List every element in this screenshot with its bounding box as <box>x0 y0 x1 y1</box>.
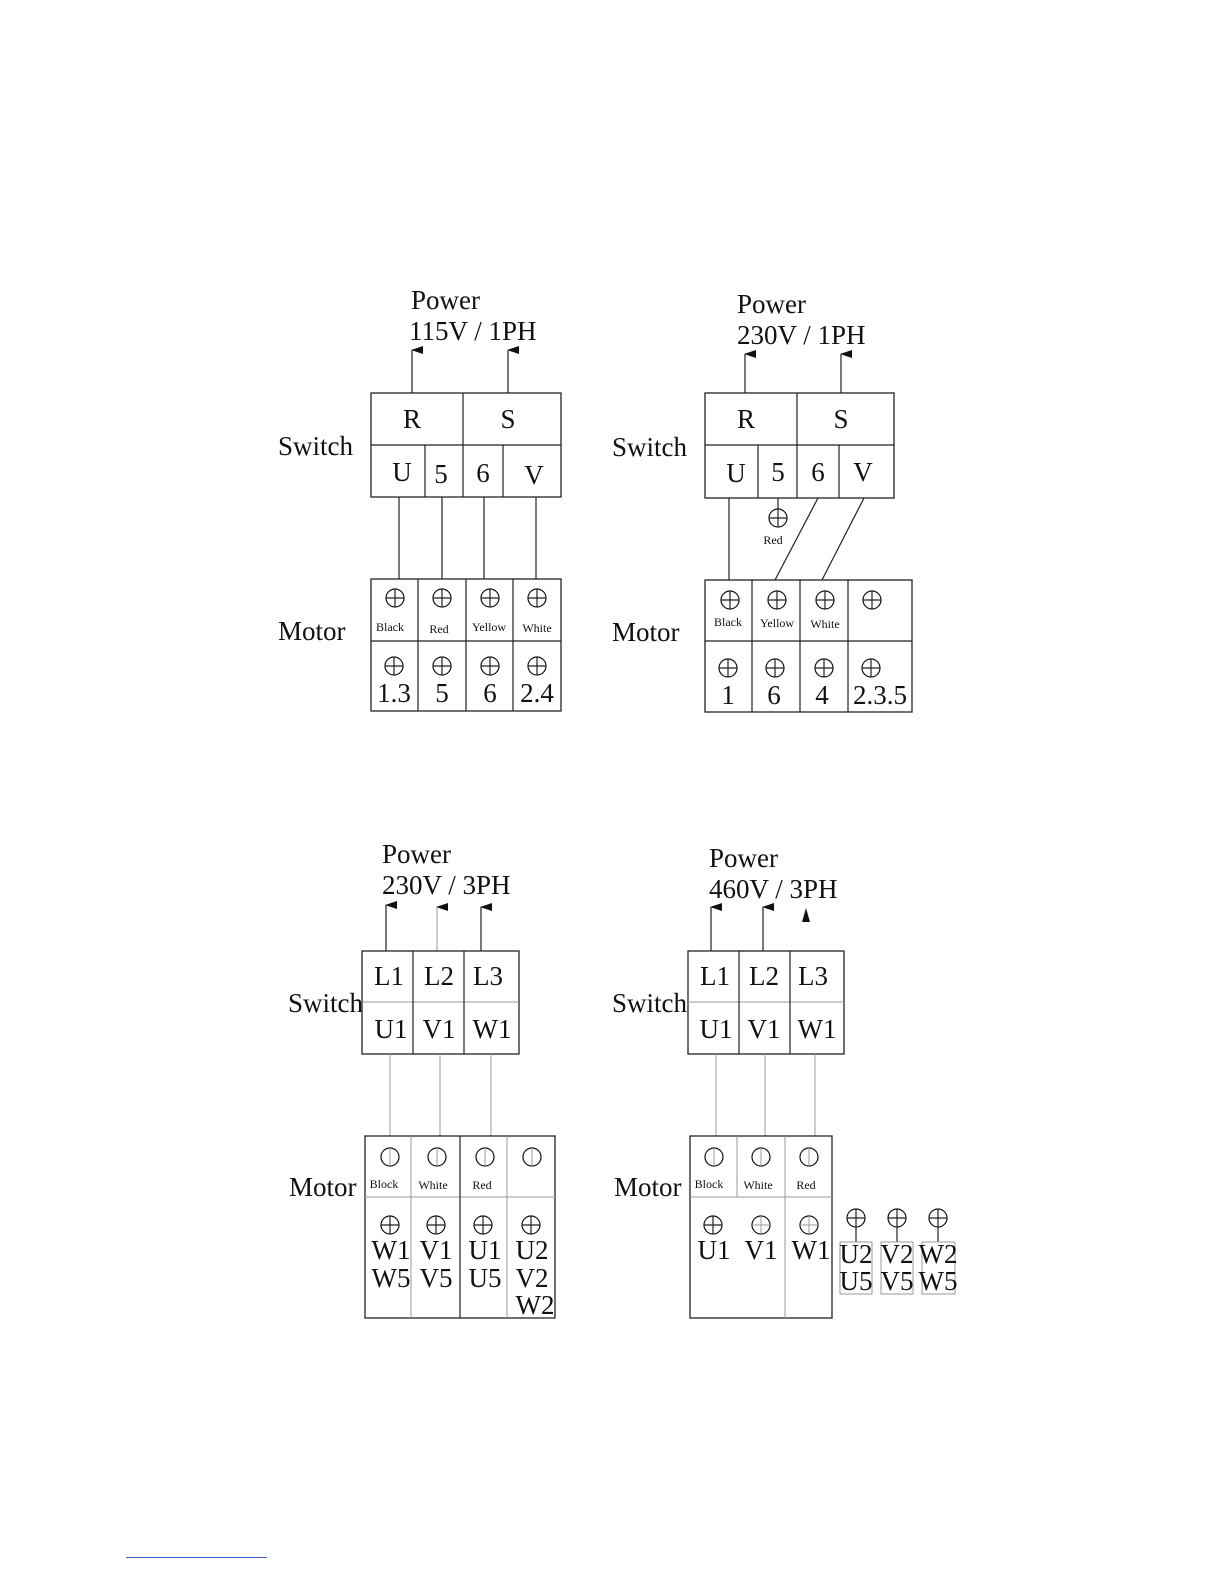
wire-color-label: Block <box>694 1177 724 1191</box>
motor-terminal-label: 2.3.5 <box>853 680 907 710</box>
terminal-screw-icon <box>816 591 834 609</box>
motor-terminal-label: U5 <box>468 1263 502 1293</box>
extra-wire-label: Red <box>763 533 783 547</box>
motor-terminal-label: 4 <box>815 680 829 710</box>
switch-terminal-u1: U1 <box>699 1014 733 1044</box>
terminal-screw-icon <box>888 1209 906 1227</box>
wire-color-label: Red <box>472 1178 492 1192</box>
power-label: Power <box>709 843 778 873</box>
wire-color-label: Black <box>714 615 742 629</box>
terminal-screw-icon <box>862 659 880 677</box>
terminal-screw-icon <box>427 1216 445 1234</box>
voltage-label: 115V / 1PH <box>409 316 537 346</box>
terminal-screw-icon <box>476 1148 494 1166</box>
terminal-screw-icon <box>481 589 499 607</box>
switch-terminal-l3: L3 <box>473 961 503 991</box>
wire-color-label: White <box>418 1178 448 1192</box>
switch-terminal-6: 6 <box>811 457 825 487</box>
switch-terminal-r: R <box>736 404 756 434</box>
motor-terminal-label: 5 <box>435 678 449 708</box>
motor-terminal-label: U2 <box>515 1235 549 1265</box>
switch-terminal-w1: W1 <box>472 1014 512 1044</box>
switch-label: Switch <box>612 988 688 1018</box>
extra-terminal-label: V2 <box>880 1239 914 1269</box>
terminal-screw-icon <box>705 1148 723 1166</box>
terminal-screw-icon <box>385 657 403 675</box>
terminal-screw-icon <box>800 1216 818 1234</box>
terminal-screw-icon <box>721 591 739 609</box>
diagram-115v-1ph <box>278 285 561 711</box>
extra-terminal-label: U5 <box>839 1266 873 1296</box>
terminal-screw-icon <box>381 1216 399 1234</box>
terminal-screw-icon <box>719 659 737 677</box>
switch-terminal-l2: L2 <box>749 961 779 991</box>
terminal-screw-icon <box>768 591 786 609</box>
motor-label: Motor <box>289 1172 357 1202</box>
terminal-screw-icon <box>847 1209 865 1227</box>
motor-label: Motor <box>278 616 346 646</box>
motor-terminal-label: 2.4 <box>520 678 554 708</box>
switch-terminal-r: R <box>402 404 422 434</box>
wire-color-label: White <box>522 621 552 635</box>
power-label: Power <box>382 839 451 869</box>
switch-terminal-5: 5 <box>771 457 785 487</box>
terminal-screw-icon <box>766 659 784 677</box>
wire-color-label: Yellow <box>471 620 507 634</box>
switch-terminal-u: U <box>726 458 746 488</box>
motor-terminal-label: W5 <box>371 1263 411 1293</box>
terminal-screw-icon <box>815 659 833 677</box>
terminal-screw-icon <box>752 1148 770 1166</box>
wire-color-label: Yellow <box>759 616 795 630</box>
terminal-screw-icon <box>386 589 404 607</box>
switch-terminal-v1: V1 <box>422 1014 456 1044</box>
switch-terminal-s: S <box>500 404 516 434</box>
motor-terminal-label: W1 <box>791 1235 831 1265</box>
motor-terminal-label: 6 <box>767 680 781 710</box>
motor-terminal-label: V5 <box>419 1263 453 1293</box>
wire-color-label: Block <box>369 1177 399 1191</box>
switch-label: Switch <box>278 431 354 461</box>
wire <box>822 498 864 580</box>
wire-color-label: Red <box>796 1178 816 1192</box>
extra-terminal-label: W2 <box>918 1239 958 1269</box>
switch-terminal-v: V <box>524 460 544 490</box>
terminal-screw-icon <box>381 1148 399 1166</box>
wire-color-label: White <box>810 617 840 631</box>
wire-color-label: Black <box>376 620 404 634</box>
motor-terminal-label: U1 <box>697 1235 731 1265</box>
switch-terminal-w1: W1 <box>797 1014 837 1044</box>
motor-label: Motor <box>614 1172 682 1202</box>
power-arrow-l3 <box>802 908 810 922</box>
switch-label: Switch <box>612 432 688 462</box>
motor-terminal-label: V2 <box>515 1263 549 1293</box>
terminal-screw-icon <box>528 589 546 607</box>
extra-terminal-label: W5 <box>918 1266 958 1296</box>
switch-terminal-s: S <box>833 404 849 434</box>
voltage-label: 230V / 1PH <box>737 320 866 350</box>
terminal-screw-icon <box>433 657 451 675</box>
motor-terminal-label: V1 <box>419 1235 453 1265</box>
switch-terminal-l1: L1 <box>700 961 730 991</box>
switch-label: Switch <box>288 988 364 1018</box>
terminal-screw-icon <box>528 657 546 675</box>
terminal-screw-icon <box>704 1216 722 1234</box>
switch-terminal-v: V <box>853 457 873 487</box>
switch-terminal-u1: U1 <box>374 1014 408 1044</box>
motor-terminal-label: W2 <box>515 1290 555 1320</box>
terminal-screw-icon <box>428 1148 446 1166</box>
diagram-230v-3ph <box>288 839 555 1320</box>
terminal-screw-icon <box>481 657 499 675</box>
switch-terminal-l2: L2 <box>424 961 454 991</box>
wire-color-label: Red <box>429 622 449 636</box>
motor-terminal-label: V1 <box>744 1235 778 1265</box>
motor-terminal-label: 6 <box>483 678 497 708</box>
terminal-screw-icon <box>752 1216 770 1234</box>
power-label: Power <box>411 285 480 315</box>
terminal-screw-icon <box>474 1216 492 1234</box>
terminal-screw-icon <box>929 1209 947 1227</box>
motor-terminal-label: W1 <box>371 1235 411 1265</box>
switch-terminal-5: 5 <box>434 459 448 489</box>
extra-terminal-label: U2 <box>839 1239 873 1269</box>
terminal-screw-icon <box>433 589 451 607</box>
footer-rule <box>126 1557 267 1558</box>
diagram-460v-3ph <box>612 843 957 1318</box>
terminal-screw-icon <box>523 1148 541 1166</box>
voltage-label: 230V / 3PH <box>382 870 511 900</box>
motor-terminal-label: 1 <box>721 680 735 710</box>
motor-terminal-label: 1.3 <box>377 678 411 708</box>
switch-terminal-l3: L3 <box>798 961 828 991</box>
terminal-screw-icon <box>522 1216 540 1234</box>
motor-label: Motor <box>612 617 680 647</box>
wire-color-label: White <box>743 1178 773 1192</box>
terminal-screw-icon <box>769 509 787 527</box>
extra-terminal-label: V5 <box>880 1266 914 1296</box>
switch-terminal-6: 6 <box>476 458 490 488</box>
switch-terminal-l1: L1 <box>374 961 404 991</box>
switch-terminal-u: U <box>392 457 412 487</box>
terminal-screw-icon <box>800 1148 818 1166</box>
diagram-230v-1ph <box>612 289 912 712</box>
terminal-screw-icon <box>863 591 881 609</box>
voltage-label: 460V / 3PH <box>709 874 838 904</box>
power-label: Power <box>737 289 806 319</box>
switch-terminal-v1: V1 <box>747 1014 781 1044</box>
motor-terminal-label: U1 <box>468 1235 502 1265</box>
